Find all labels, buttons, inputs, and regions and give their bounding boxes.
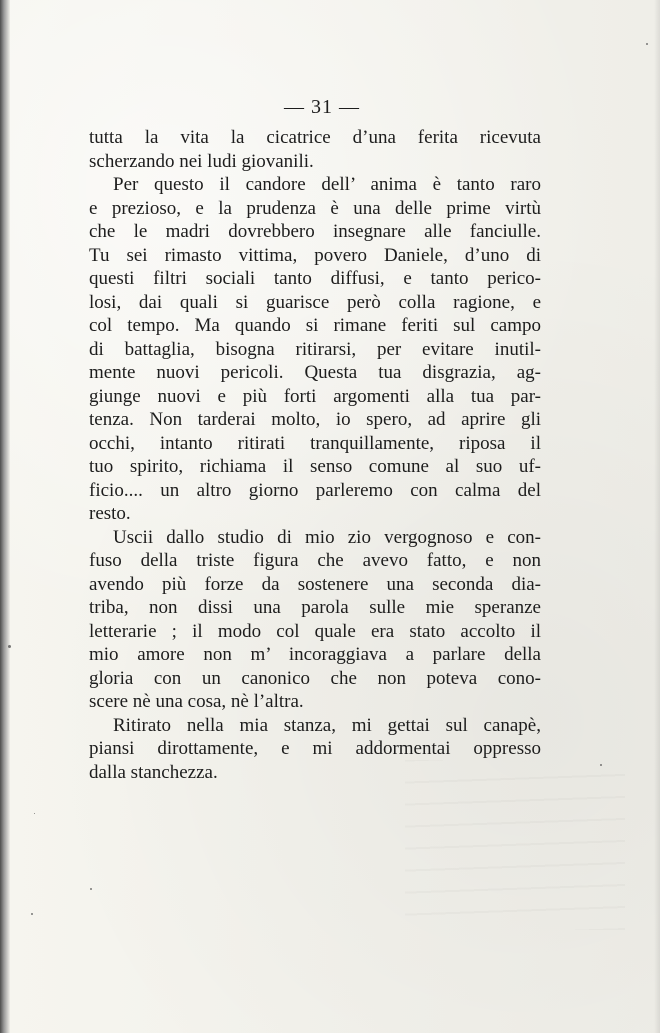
text-line: dalla stanchezza. xyxy=(89,761,218,783)
text-line: tuo spirito, richiama il senso comune al suo uf- xyxy=(89,456,541,477)
text-line: Uscii dallo studio di mio zio vergognoso e con- xyxy=(113,526,541,548)
text-line: mio amore non m’ incoraggiava a parlare della xyxy=(89,644,541,665)
text-line: ficio.... un altro giorno parleremo con calma del xyxy=(89,479,541,501)
page-binding-shadow xyxy=(0,0,10,1033)
text-line: avendo più forze da sostenere una seconda dia- xyxy=(89,573,541,595)
text-line: tenza. Non tarderai molto, io spero, ad aprire gli xyxy=(89,409,541,430)
text-line: occhi, intanto ritirati tranquillamente, riposa il xyxy=(89,432,541,454)
text-line: piansi dirottamente, e mi addormentai oppresso xyxy=(89,738,541,759)
paper-speck xyxy=(646,43,648,45)
text-line: tutta la vita la cicatrice d’una ferita ricevuta xyxy=(89,127,541,148)
text-line: Tu sei rimasto vittima, povero Daniele, d’uno di xyxy=(89,244,541,266)
page-number: — 31 — xyxy=(284,96,360,118)
text-line: gloria con un canonico che non poteva cono- xyxy=(89,667,541,689)
text-line: giunge nuovi e più forti argomenti alla tua par- xyxy=(89,385,541,407)
page-edge-shadow xyxy=(654,0,660,1033)
paper-speck xyxy=(90,888,92,890)
text-line: e prezioso, e la prudenza è una delle prime virtù xyxy=(89,197,541,219)
text-line: scere nè una cosa, nè l’altra. xyxy=(89,691,304,712)
text-line: triba, non dissi una parola sulle mie speranze xyxy=(89,597,541,618)
paper-speck xyxy=(34,813,35,814)
text-line: resto. xyxy=(89,503,131,524)
text-line: mente nuovi pericoli. Questa tua disgrazia, ag- xyxy=(89,362,541,383)
paper-speck xyxy=(600,764,602,766)
text-line: letterarie ; il modo col quale era stato accolto il xyxy=(89,620,541,642)
text-line: fuso della triste figura che avevo fatto, e non xyxy=(89,550,541,571)
paper-speck xyxy=(31,913,33,915)
text-line: di battaglia, bisogna ritirarsi, per evitare inutil- xyxy=(89,338,541,360)
show-through-text xyxy=(405,760,625,930)
text-line: questi filtri sociali tanto diffusi, e tanto perico- xyxy=(89,268,541,289)
page-text xyxy=(89,126,541,784)
text-line: scherzando nei ludi giovanili. xyxy=(89,150,314,172)
text-line: Per questo il candore dell’ anima è tanto raro xyxy=(113,174,541,195)
text-line: Ritirato nella mia stanza, mi gettai sul canapè, xyxy=(113,714,541,736)
text-line: col tempo. Ma quando si rimane feriti sul campo xyxy=(89,315,541,336)
paper-speck xyxy=(8,645,11,648)
text-line: losi, dai quali si guarisce però colla ragione, e xyxy=(89,291,541,313)
text-line: che le madri dovrebbero insegnare alle fanciulle. xyxy=(89,221,541,242)
